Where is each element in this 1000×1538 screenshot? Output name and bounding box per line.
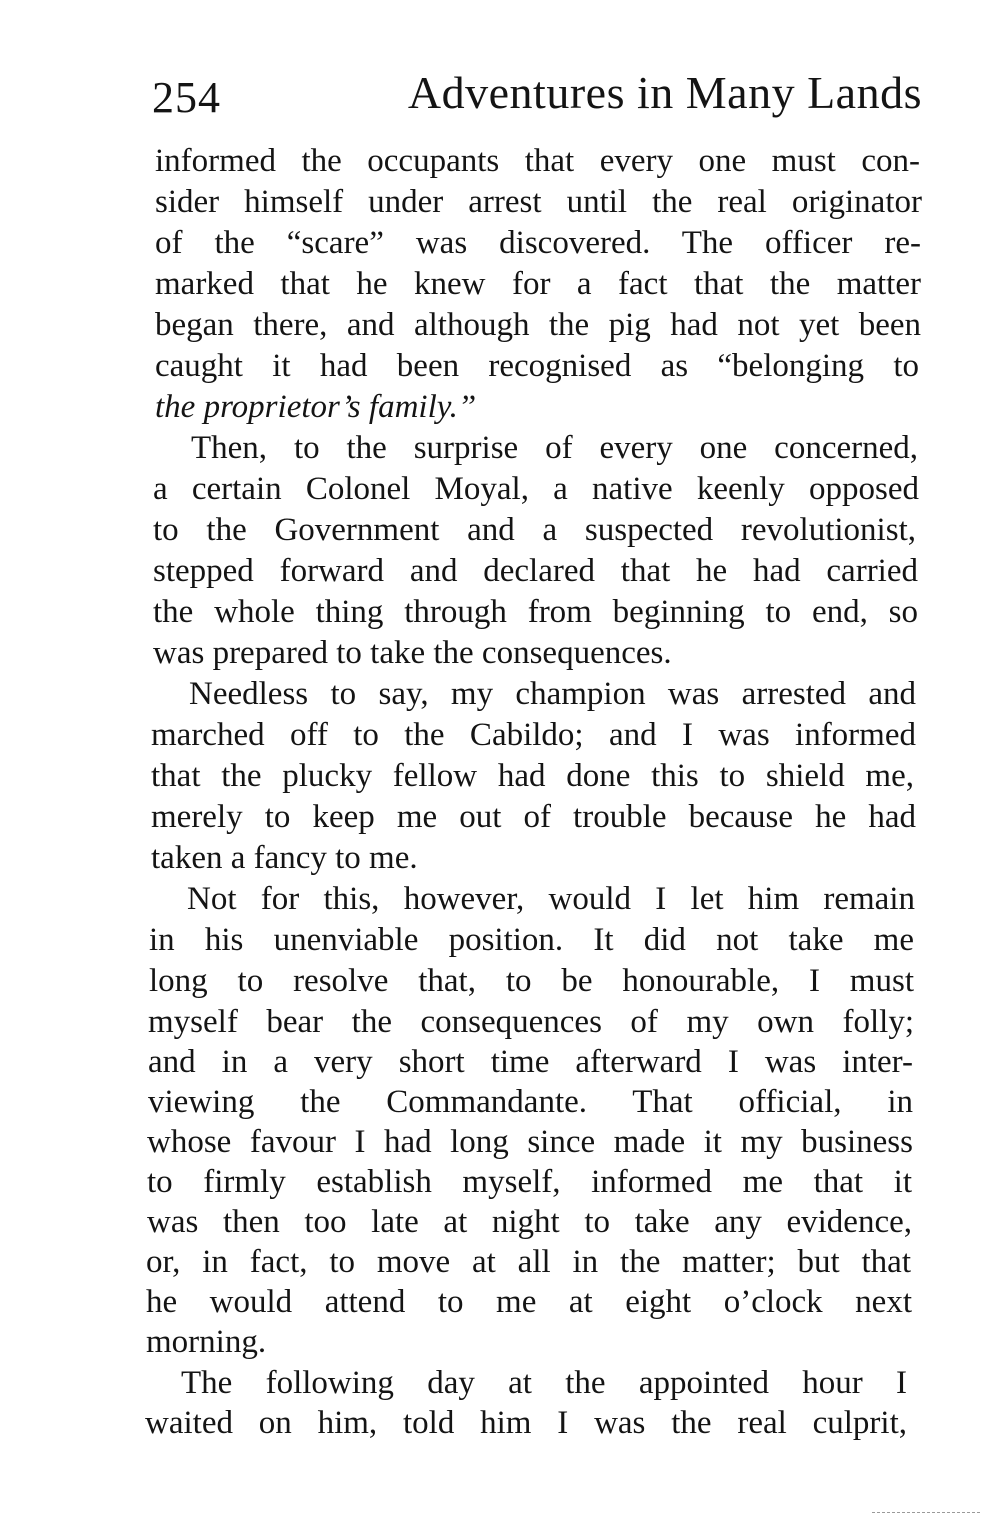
page-header — [152, 62, 922, 126]
text-line: The following day at the appointed hour I — [181, 1365, 907, 1401]
text-line: that the plucky fellow had done this to shield me, — [151, 758, 914, 794]
text-line: began there, and although the pig had not yet been — [155, 307, 921, 343]
text-line: informed the occupants that every one must con- — [155, 143, 920, 179]
text-line: to firmly establish myself, informed me that it — [147, 1164, 912, 1200]
text-line: Not for this, however, would I let him remain — [187, 881, 915, 917]
text-line: and in a very short time afterward I was inter- — [148, 1044, 913, 1080]
text-line: Then, to the surprise of every one concerned, — [191, 430, 918, 466]
text-line: merely to keep me out of trouble because he had — [151, 799, 916, 835]
text-line: marched off to the Cabildo; and I was informed — [151, 717, 916, 753]
text-line: taken a fancy to me. — [151, 840, 418, 876]
text-line: was then too late at night to take any evidence, — [147, 1204, 912, 1240]
text-line: to the Government and a suspected revolutionist, — [153, 512, 916, 548]
page-number: 254 — [152, 73, 221, 122]
text-line: viewing the Commandante. That official, in — [148, 1084, 913, 1120]
text-line: he would attend to me at eight o’clock next — [146, 1284, 912, 1320]
text-line: the whole thing through from beginning to end, so — [153, 594, 918, 630]
text-line: morning. — [146, 1324, 267, 1360]
text-line: long to resolve that, to be honourable, I must — [149, 963, 914, 999]
text-line: was prepared to take the consequences. — [153, 635, 672, 671]
text-line: or, in fact, to move at all in the matter; but that — [146, 1244, 911, 1280]
text-line: Needless to say, my champion was arrested and — [189, 676, 916, 712]
text-line: waited on him, told him I was the real culprit, — [145, 1405, 907, 1441]
text-line: whose favour I had long since made it my business — [147, 1124, 913, 1160]
scan-artifact-line — [872, 1512, 980, 1513]
text-line: caught it had been recognised as “belonging to — [155, 348, 919, 384]
text-line: the proprietor’s family.” — [155, 389, 477, 425]
text-line: marked that he knew for a fact that the matter — [155, 266, 921, 302]
running-title: Adventures in Many Lands — [407, 67, 922, 118]
text-line: in his unenviable position. It did not take me — [149, 922, 914, 958]
text-line: stepped forward and declared that he had carried — [153, 553, 918, 589]
text-line: myself bear the consequences of my own folly; — [148, 1004, 914, 1040]
text-line: sider himself under arrest until the real originator — [155, 184, 922, 220]
text-line: of the “scare” was discovered. The officer re- — [155, 225, 921, 261]
text-line: a certain Colonel Moyal, a native keenly opposed — [153, 471, 919, 507]
